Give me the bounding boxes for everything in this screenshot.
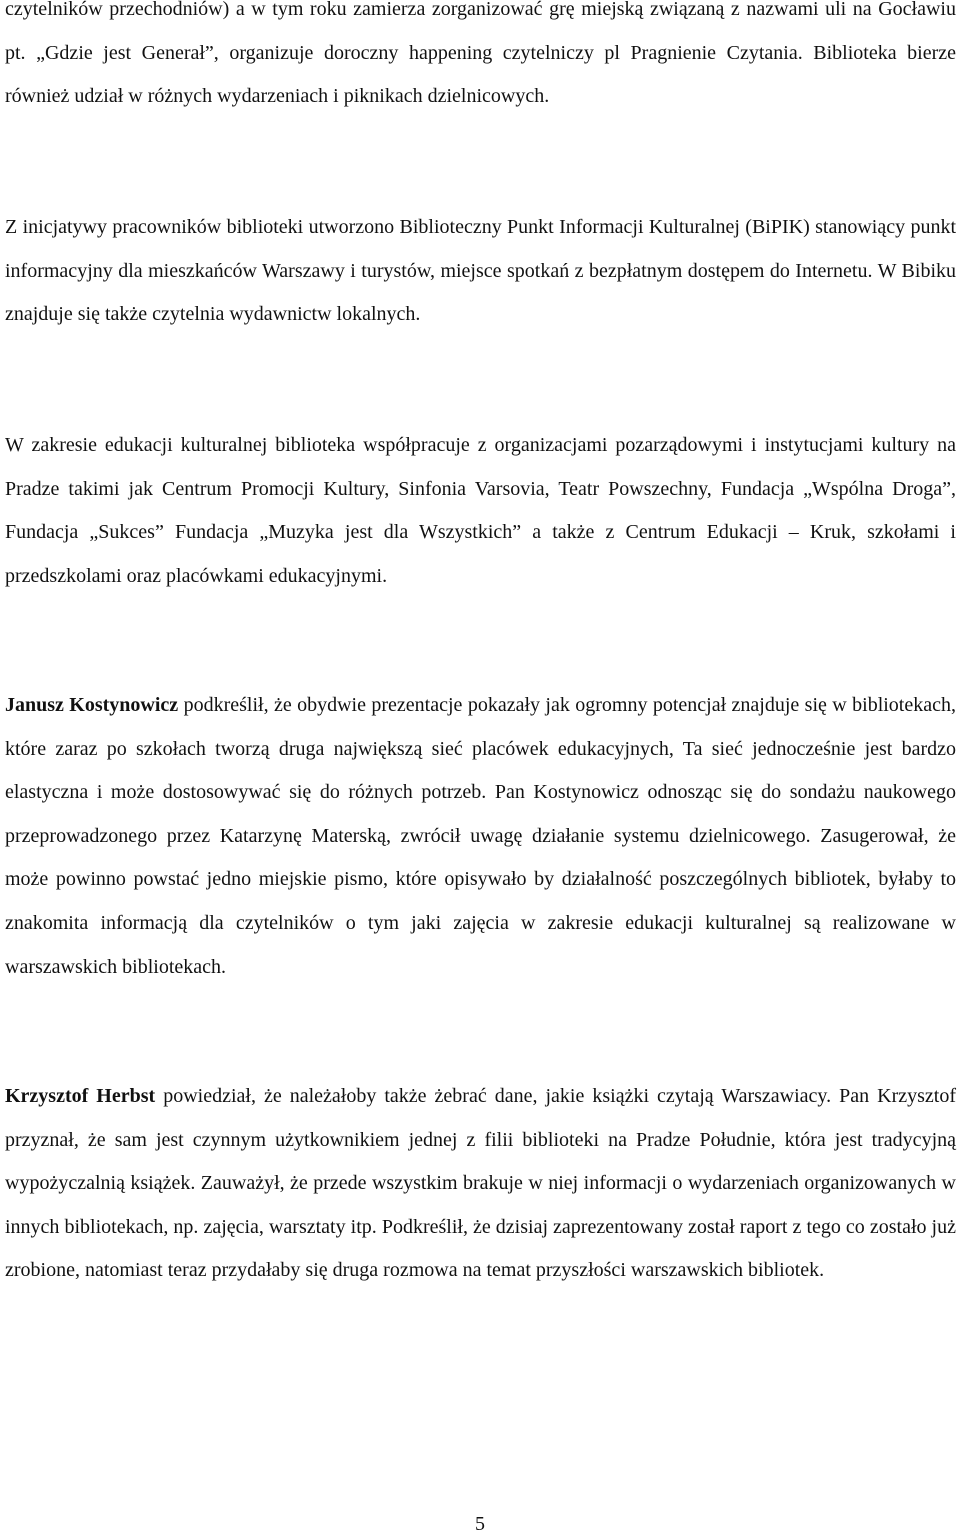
paragraph-bipik: Z inicjatywy pracowników biblioteki utworzono Biblioteczny Punkt Informacji Kulturalnej (BiPIK) stanowiący punkt informacyjny dla mieszkańców Warszawy i turystów, miejsce spotkań z bezpłatnym dostępem do Internetu. W Bibiku znajduje się także czytelnia wydawnictw lokalnych. <box>5 216 956 326</box>
page-number: 5 <box>475 1513 485 1535</box>
paragraph-herbst <box>5 1075 956 1293</box>
statement-herbst: powiedział, że należałoby także żebrać dane, jakie książki czytają Warszawiacy. Pan Krzysztof przyznał, że sam jest czynnym użytkownikiem jednej z filii biblioteki na Pradze Południe, która jest tradycyjną wypożyczalnią książek. Zauważył, że przede wszystkim brakuje w niej informacji o wydarzeniach organizowanych w innych bibliotekach, np. zajęcia, warsztaty itp. Podkreślił, że dzisiaj zaprezentowany został raport z tego co zostało już zrobione, natomiast teraz przydałaby się druga rozmowa na temat przyszłości warszawskich bibliotek. <box>5 1085 956 1282</box>
speaker-name-herbst: Krzysztof Herbst <box>5 1085 156 1107</box>
paragraph-cultural-education: W zakresie edukacji kulturalnej biblioteka współpracuje z organizacjami pozarządowymi i instytucjami kultury na Pradze takimi jak Centrum Promocji Kultury, Sinfonia Varsovia, Teatr Powszechny, Fundacja „Wspólna Droga”, Fundacja „Sukces” Fundacja „Muzyka jest dla Wszystkich” a także z Centrum Edukacji – Kruk, szkołami i przedszkolami oraz placówkami edukacyjnymi. <box>5 434 956 587</box>
paragraph-kostynowicz <box>5 684 956 989</box>
paragraph-library-events: czytelników przechodniów) a w tym roku zamierza zorganizować grę miejską związaną z nazwami uli na Gocławiu pt. „Gdzie jest Generał”, organizuje doroczny happening czytelniczy pl Pragnienie Czytania. Biblioteka bierze również udział w różnych wydarzeniach i piknikach dzielnicowych. <box>5 0 956 108</box>
statement-kostynowicz: podkreślił, że obydwie prezentacje pokazały jak ogromny potencjał znajduje się w bibliotekach, które zaraz po szkołach tworzą druga największą sieć placówek edukacyjnych, Ta sieć jednocześnie jest bardzo elastyczna i może dostosowywać się do różnych potrzeb. Pan Kostynowicz odnosząc się do sondażu naukowego przeprowadzonego przez Katarzynę Materską, zwrócił uwagę działanie systemu dzielnicowego. Zasugerował, że może powinno powstać jedno miejskie pismo, które opisywało by działalność poszczególnych bibliotek, byłaby to znakomita informacją dla czytelników o tym jaki zajęcia w zakresie edukacji kulturalnej są realizowane w warszawskich bibliotekach. <box>5 694 956 978</box>
speaker-name-kostynowicz: Janusz Kostynowicz <box>5 694 179 716</box>
